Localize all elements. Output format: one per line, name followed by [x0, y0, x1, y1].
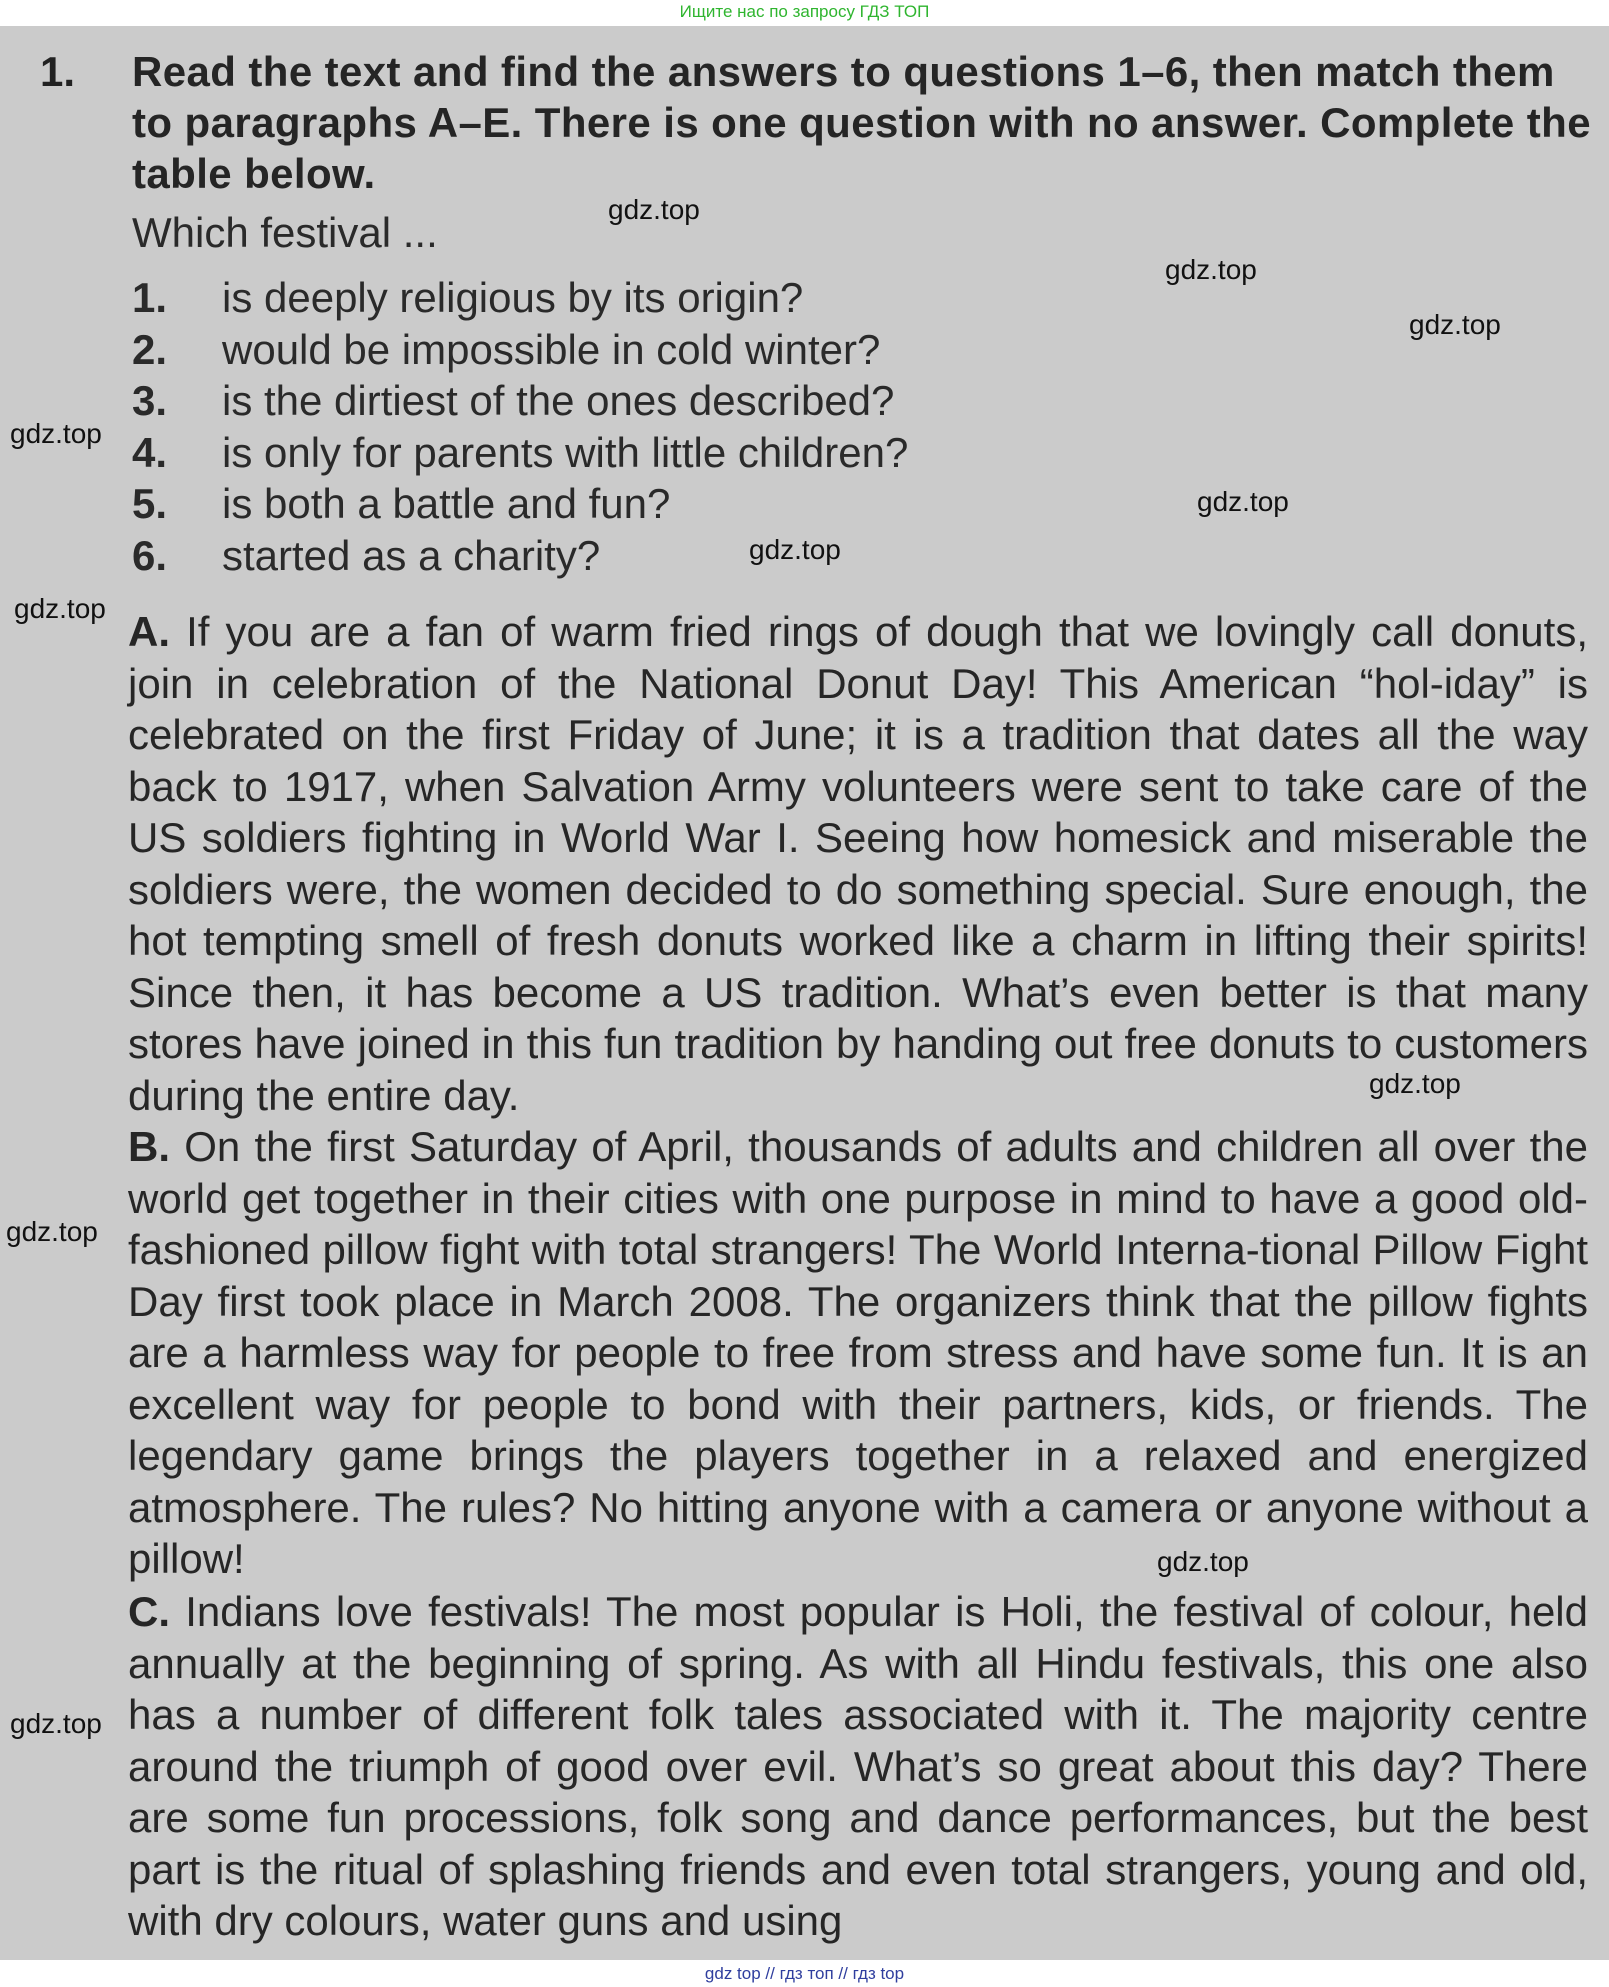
top-banner[interactable]: Ищите нас по запросу ГДЗ ТОП — [0, 0, 1609, 26]
question-item — [132, 274, 908, 326]
bottom-banner[interactable]: gdz top // гдз топ // гдз top — [0, 1960, 1609, 1987]
question-item — [132, 377, 908, 429]
paragraph-label: C. — [128, 1588, 170, 1635]
task-instruction: Read the text and find the answers to questions 1–6, then match them to paragraphs A–E. There is one question with no answer. Complete the table below. — [132, 48, 1591, 197]
question-text: started as a charity? — [222, 531, 601, 579]
watermark: gdz.top — [14, 593, 106, 624]
question-item — [132, 326, 908, 378]
paragraph-label: B. — [128, 1123, 170, 1170]
watermark: gdz.top — [749, 534, 841, 565]
question-number: 6. — [132, 531, 168, 579]
watermark: gdz.top — [1157, 1546, 1249, 1577]
question-number: 4. — [132, 428, 168, 476]
question-text: would be impossible in cold winter? — [222, 325, 881, 373]
watermark: gdz.top — [10, 418, 102, 449]
question-number: 1. — [132, 274, 168, 321]
task-number: 1. — [40, 48, 76, 95]
textbook-page — [0, 26, 1609, 1960]
question-item — [132, 480, 908, 532]
watermark: gdz.top — [10, 1708, 102, 1739]
paragraph-c — [128, 1586, 1588, 1947]
watermark: gdz.top — [1369, 1068, 1461, 1099]
watermark: gdz.top — [608, 194, 700, 225]
question-number: 2. — [132, 325, 168, 373]
paragraph-text: If you are a fan of warm fried rings of dough that we lovingly call donuts, join in celebration of the National Donut Day! This American “hol-iday” is celebrated on the first Friday of June; it is a tradition that dates all the way back to 1917, when Salvation Army volunteers were sent to take care of the US soldiers fighting in World War I. Seeing how homesick and miserable the soldiers were, the women decided to do something special. Sure enough, the hot tempting smell of fresh donuts worked like a charm in lifting their spirits! Since then, it has become a US tradition. What’s even better is that many stores have joined in this fun tradition by handing out free donuts to customers during the entire day. — [128, 608, 1588, 1119]
question-text: is deeply religious by its origin? — [222, 274, 804, 321]
paragraph-text: Indians love festivals! The most popular is Holi, the festival of colour, held annually at the beginning of spring. As with all Hindu festivals, this one also has a number of different folk tales associated with it. The majority centre around the triumph of good over evil. What’s so great about this day? There are some fun processions, folk song and dance performances, but the best part is the ritual of splashing friends and even total strangers, young and old, with dry colours, water guns and using — [128, 1588, 1589, 1944]
paragraph-a — [128, 606, 1588, 1121]
question-number: 5. — [132, 480, 168, 527]
watermark: gdz.top — [1197, 486, 1289, 517]
watermark: gdz.top — [1165, 254, 1257, 285]
questions-intro: Which festival ... — [132, 209, 438, 256]
question-text: is the dirtiest of the ones described? — [222, 377, 895, 424]
watermark: gdz.top — [6, 1216, 98, 1247]
question-number: 3. — [132, 377, 168, 424]
question-text: is only for parents with little children? — [222, 428, 909, 476]
paragraph-b — [128, 1121, 1588, 1585]
question-text: is both a battle and fun? — [222, 480, 671, 527]
paragraph-label: A. — [128, 608, 170, 655]
question-item — [132, 429, 908, 481]
watermark: gdz.top — [1409, 309, 1501, 340]
paragraph-text: On the first Saturday of April, thousands of adults and children all over the world get together in their cities with one purpose in mind to have a good old-fashioned pillow fight with total strangers! The World Interna-tional Pillow Fight Day first took place in March 2008. The organizers think that the pillow fights are a harmless way for people to free from stress and have some fun. It is an excellent way for people to bond with their partners, kids, or friends. The legendary game brings the players together in a relaxed and energized atmosphere. The rules? No hitting anyone with a camera or anyone without a pillow! — [128, 1123, 1588, 1582]
